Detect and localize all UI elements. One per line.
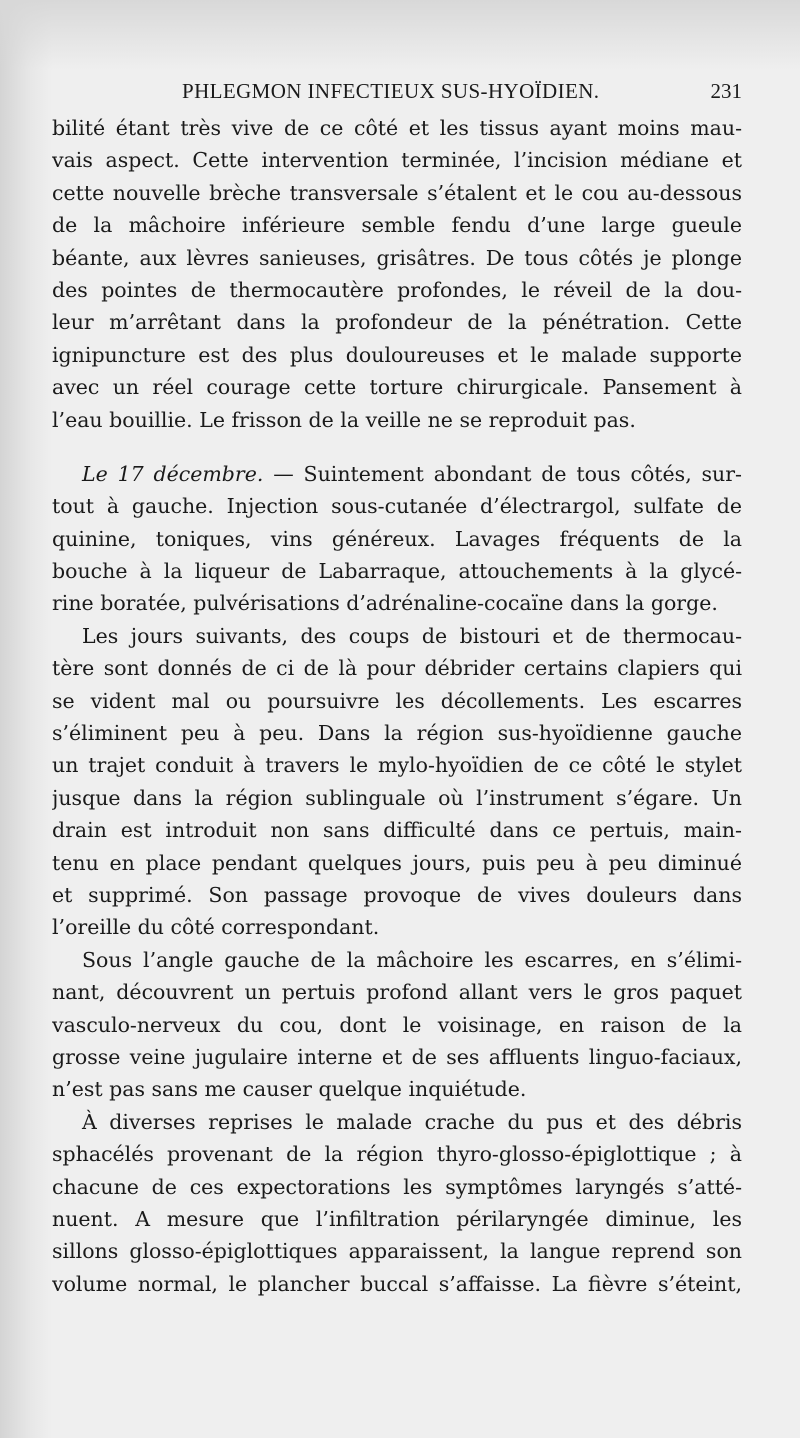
text-line: tout à gauche. Injection sous-cutanée d’électrargol, sulfate de: [52, 494, 742, 519]
scan-shadow-left: [0, 0, 52, 1438]
text-line: grosse veine jugulaire interne et de ses affluents linguo-faciaux,: [52, 1044, 742, 1069]
paragraph-dated-entry: [52, 458, 742, 620]
text-line: sphacélés provenant de la région thyro-glosso-épiglottique ; à: [52, 1142, 742, 1167]
text-line: leur m’arrêtant dans la profondeur de la pénétration. Cette: [52, 310, 742, 335]
paragraph: [52, 1106, 742, 1300]
body-text: [52, 112, 742, 1300]
text-line: un trajet conduit à travers le mylo-hyoïdien de ce côté le stylet: [52, 753, 742, 778]
text-line: des pointes de thermocautère profondes, le réveil de la dou-: [52, 277, 742, 302]
paragraph: [52, 112, 742, 436]
text-line: nant, découvrent un pertuis profond allant vers le gros paquet: [52, 980, 742, 1005]
text-line: bilité étant très vive de ce côté et les tissus ayant moins mau-: [52, 116, 742, 140]
scan-shadow-top: [0, 0, 800, 70]
text-line: vasculo-nerveux du cou, dont le voisinage, en raison de la: [52, 1012, 742, 1037]
text-line: et supprimé. Son passage provoque de vives douleurs dans: [52, 882, 742, 907]
page-number: 231: [710, 79, 742, 103]
text-line: béante, aux lèvres sanieuses, grisâtres. De tous côtés je plonge: [52, 245, 742, 270]
text-line: tère sont donnés de ci de là pour débrider certains clapiers qui: [52, 656, 742, 681]
paragraph: [52, 620, 742, 944]
text-line: [52, 458, 742, 490]
paragraph-gap: [52, 436, 742, 458]
text-line: ignipuncture est des plus douloureuses et le malade supporte: [52, 342, 742, 367]
text-line: Sous l’angle gauche de la mâchoire les escarres, en s’élimi-: [82, 947, 742, 972]
text-line: cette nouvelle brèche transversale s’étalent et le cou au-dessous: [52, 180, 742, 205]
text-line: Les jours suivants, des coups de bistouri et de thermocau-: [82, 623, 742, 648]
date-label: Le 17 décembre.: [82, 461, 264, 486]
text-line: nuent. A mesure que l’infiltration périlaryngée diminue, les: [52, 1206, 742, 1231]
text-line: vais aspect. Cette intervention terminée, l’incision médiane et: [52, 148, 742, 173]
text-line: quinine, toniques, vins généreux. Lavages fréquents de la: [52, 526, 742, 551]
running-header: [52, 76, 742, 106]
text-line: tenu en place pendant quelques jours, puis peu à peu diminué: [52, 850, 742, 875]
text-line: avec un réel courage cette torture chirurgicale. Pansement à: [52, 375, 742, 400]
text-line: de la mâchoire inférieure semble fendu d’une large gueule: [52, 213, 742, 238]
text-line: rine boratée, pulvérisations d’adrénaline-cocaïne dans la gorge.: [52, 591, 718, 616]
text-line: se vident mal ou poursuivre les décollements. Les escarres: [52, 688, 742, 713]
text-line: n’est pas sans me causer quelque inquiétude.: [52, 1077, 527, 1102]
text-line: À diverses reprises le malade crache du pus et des débris: [82, 1109, 742, 1134]
text-line: l’eau bouillie. Le frisson de la veille ne se reproduit pas.: [52, 407, 636, 432]
text-line: bouche à la liqueur de Labarraque, attouchements à la glycé-: [52, 559, 742, 584]
text-line: chacune de ces expectorations les symptômes laryngés s’atté-: [52, 1174, 742, 1199]
text-run: — Suintement abondant de tous côtés, sur-: [263, 461, 742, 486]
text-line: sillons glosso-épiglottiques apparaissent, la langue reprend son: [52, 1239, 742, 1264]
paragraph: [52, 944, 742, 1106]
running-title: PHLEGMON INFECTIEUX SUS-HYOÏDIEN.: [182, 79, 600, 103]
text-line: volume normal, le plancher buccal s’affaisse. La fièvre s’éteint,: [52, 1271, 742, 1296]
text-line: l’oreille du côté correspondant.: [52, 915, 380, 940]
text-line: jusque dans la région sublinguale où l’instrument s’égare. Un: [52, 785, 742, 810]
text-line: drain est introduit non sans difficulté dans ce pertuis, main-: [52, 818, 742, 843]
text-line: s’éliminent peu à peu. Dans la région sus-hyoïdienne gauche: [52, 721, 742, 746]
